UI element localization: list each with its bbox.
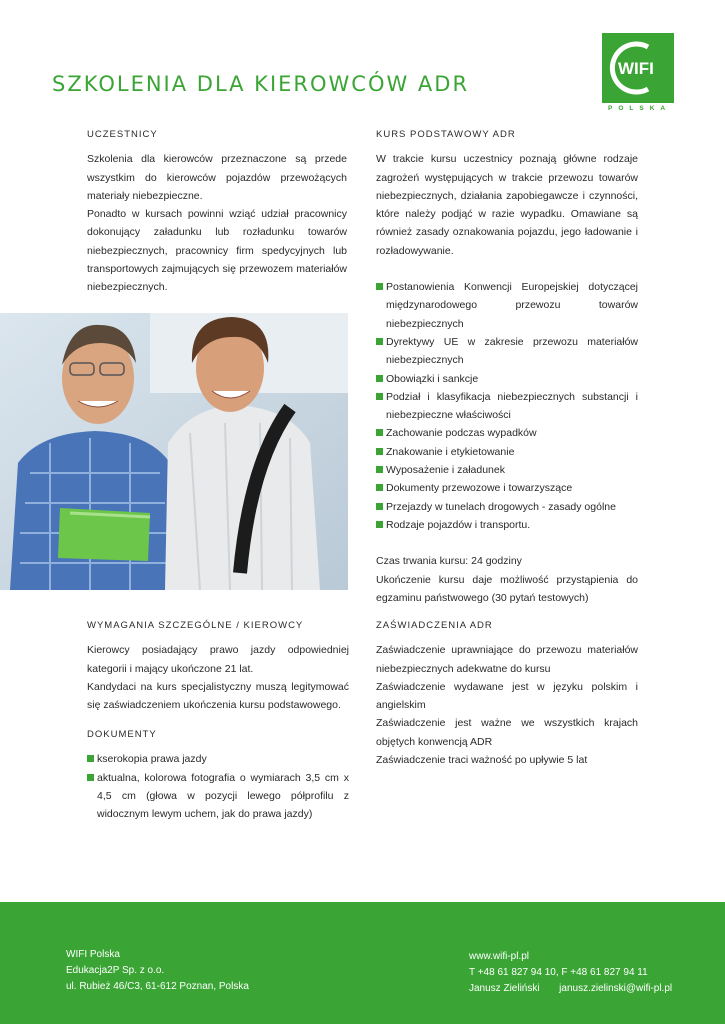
footer-phone: T +48 61 827 94 10, F +48 61 827 94 11 [469,967,648,978]
footer-email-link[interactable]: janusz.zielinski@wifi-pl.pl [559,983,673,994]
list-item: Postanowienia Konwencji Europejskiej dotyczącej międzynarodowego przewozu towarów niebezpiecznych [376,278,638,333]
documents-list [87,750,349,823]
list-item: Dyrektywy UE w zakresie przewozu materiałów niebezpiecznych [376,333,638,370]
list-item: Rodzaje pojazdów i transportu. [376,516,638,534]
course-topics-list [376,278,638,534]
logo-text: WIFI [618,59,654,78]
course-duration: Czas trwania kursu: 24 godziny [376,555,522,568]
basic-course-section [376,126,638,607]
basic-course-heading: KURS PODSTAWOWY ADR [376,129,516,140]
participants-text-2: Ponadto w kursach powinni wziąć udział pracownicy dokonujący załadunku lub rozładunku towarów niebezpiecznych, pracownicy firm spedycyjnych lub transportowych zajmujących się przewozem materiałów niebezpiecznych. [87,208,347,294]
list-item: Podział i klasyfikacja niebezpiecznych substancji i niebezpieczne właściwości [376,388,638,425]
certificates-text-3: Zaświadczenie jest ważne we wszystkich krajach objętych konwencją ADR [376,717,638,748]
list-item: Obowiązki i sankcje [376,370,638,388]
list-item: Znakowanie i etykietowanie [376,443,638,461]
basic-course-intro: W trakcie kursu uczestnicy poznają główne rodzaje zagrożeń występujących w trakcie przewozu towarów niebezpiecznych, działania zapobiegawcze i czynności, które należy podjąć w razie wypadku. Omawiane są również zasady oznakowania pojazdu, jego ładowanie i rozładowywanie. [376,153,638,257]
certificates-text-2: Zaświadczenie wydawane jest w języku polskim i angielskim [376,680,638,712]
list-item: Zachowanie podczas wypadków [376,424,638,442]
page-title: SZKOLENIA DLA KIEROWCÓW ADR [52,72,470,96]
list-item: Wyposażenie i załadunek [376,461,638,479]
documents-section [87,726,349,823]
footer-contact-name: Janusz Zieliński [469,983,540,994]
certificates-heading: ZAŚWIADCZENIA ADR [376,620,493,631]
footer-website-link[interactable]: www.wifi-pl.pl [469,951,530,962]
footer-address: ul. Rubież 46/C3, 61-612 Poznan, Polska [66,981,249,992]
participants-heading: UCZESTNICY [87,129,158,140]
course-exam-info: Ukończenie kursu daje możliwość przystąpienia do egzaminu państwowego (30 pytań testowych) [376,573,638,604]
footer-address-block [66,947,249,995]
list-item: Dokumenty przewozowe i towarzyszące [376,479,638,497]
list-item: Przejazdy w tunelach drogowych - zasady ogólne [376,498,638,516]
wifi-logo [602,33,674,115]
participants-text-1: Szkolenia dla kierowców przeznaczone są przede wszystkim do kierowców pojazdów przewożących materiały niebezpieczne. [87,153,347,202]
footer-company-legal: Edukacja2P Sp. z o.o. [66,965,165,976]
requirements-section [87,617,349,714]
certificates-text-4: Zaświadczenie traci ważność po upływie 5 lat [376,754,588,767]
requirements-text-2: Kandydaci na kurs specjalistyczny muszą legitymować się zaświadczeniem ukończenia kursu podstawowego. [87,680,349,712]
documents-heading: DOKUMENTY [87,729,157,740]
footer [0,902,725,1024]
certificates-text-1: Zaświadczenie uprawniające do przewozu materiałów niebezpiecznych adekwatne do kursu [376,644,638,675]
certificates-section [376,617,638,769]
footer-contact-block [469,949,672,997]
requirements-text-1: Kierowcy posiadający prawo jazdy odpowiedniej kategorii i mający ukończone 21 lat. [87,644,349,675]
photo-two-men [0,313,348,590]
requirements-heading: WYMAGANIA SZCZEGÓLNE / KIEROWCY [87,620,304,631]
list-item: kserokopia prawa jazdy [87,750,349,768]
footer-company: WIFI Polska [66,949,120,960]
logo-caption: POLSKA [608,105,672,112]
list-item: aktualna, kolorowa fotografia o wymiarach 3,5 cm x 4,5 cm (głowa w pozycji lewego półprofilu z widocznym lewym uchem, jak do prawa jazdy) [87,769,349,824]
participants-section [87,126,347,297]
